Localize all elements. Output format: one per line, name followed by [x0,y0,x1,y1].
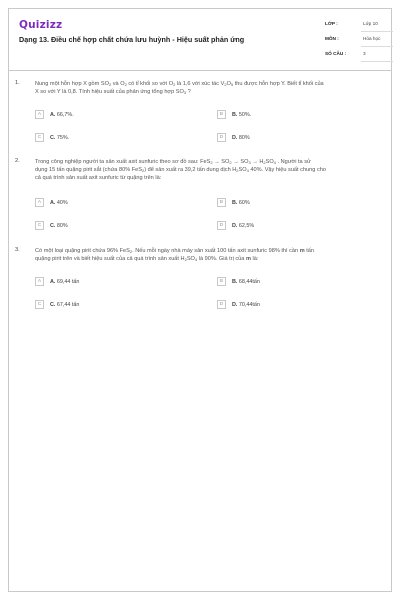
text-segment: Nung một hỗn hợp X gồm SO [35,81,109,87]
meta-row-class [325,17,393,32]
quizizz-logo: Quizizz [19,19,63,31]
question-text-line [35,174,387,182]
text-segment: và O [111,81,125,87]
text-segment: 40%. Vậy hiệu suất chung cho [248,167,326,174]
option-text: D. 62,5% [232,222,255,229]
question-number: 1. [15,80,20,86]
text-segment: thu được hỗn hợp Y. Biết tỉ khối của [233,81,324,87]
subscript: 2 [142,168,145,174]
page-title: Dạng 13. Điều chế hợp chất chứa lưu huỳnh - Hiệu suất phản ứng [19,35,245,44]
option-letter-box: C [35,300,44,309]
question-text [35,247,387,263]
text-segment: có tỉ khối so với O [126,81,174,87]
option-letter-box: A [35,110,44,119]
subscript: 2 [236,168,239,174]
option-text: C. 67,44 tấn [50,301,80,308]
meta-row-question-count [325,47,393,62]
question-text [35,158,387,183]
option-text: C. 80% [50,222,68,229]
text-segment: cả quá trình sản xuất axit sunfuric từ quặng trên là: [35,175,162,182]
text-segment: → SO [231,159,249,165]
text-segment: → H [250,159,264,165]
text-segment: . Nếu mỗi ngày nhà máy sản xuất 100 tấn axit sunfuric 98% thì cần [132,248,300,254]
text-segment: SO [265,159,274,165]
option-text: A. 69,44 tấn [50,278,80,285]
meta-label: LỚP : [325,21,338,26]
subscript: 3 [248,160,251,165]
option-letter-box: A [35,277,44,286]
meta-value: Hóa học [363,36,381,41]
subscript: 4 [273,160,276,165]
text-segment: quặng pirit trên và biết hiệu suất của cả quá trình sản xuất H [35,256,185,263]
option-letter-box: B [217,110,226,119]
question-text-line [35,80,387,88]
option-text: A. 66,7%. [50,111,74,118]
option-letter-box: C [35,221,44,230]
option-text: A. 40% [50,199,68,206]
meta-row-subject [325,32,393,47]
question-text-line [35,255,387,263]
option-letter-box: D [217,133,226,142]
question-text-line [35,88,387,96]
option-text: D. 80% [232,134,250,141]
text-segment: . Người ta sử [275,159,311,165]
question-text-line [35,166,387,174]
option-letter-box: A [35,198,44,207]
option-letter-box: D [217,300,226,309]
question-text [35,80,387,96]
text-segment: là 1,6 với xúc tác V [175,81,225,87]
text-segment: O [226,81,231,87]
option-letter-box: C [35,133,44,142]
worksheet-header [9,9,391,71]
option-letter-box: D [217,221,226,230]
subscript: 2 [263,160,266,165]
subscript: 2 [124,82,127,87]
option-letter-box: B [217,198,226,207]
subscript: 2 [108,82,112,87]
option-text: B. 50%. [232,111,252,118]
text-segment: X so với Y là 0,8. Tính hiệu suất của phản ứng tổng hợp SO [35,89,184,96]
text-segment: ? [186,89,191,96]
variable-m: m [245,256,251,263]
option-text: D. 70,44tấn [232,301,260,308]
subscript: 2 [129,249,133,254]
subscript: 2 [184,257,187,263]
text-segment: Trong công nghiệp người ta sản xuất axit sunfuric theo sơ đồ sau: FeS [35,159,211,165]
subscript: 2 [173,82,176,87]
meta-label: SỐ CÂU : [325,51,347,56]
question-text-line [35,247,387,255]
subscript: 4 [246,168,249,174]
text-segment: dụng 15 tấn quặng pirit sắt (chứa 80% FeS [35,167,142,174]
text-segment: là: [250,256,259,263]
text-segment: tấn [304,248,315,254]
subscript: 2 [229,160,232,165]
text-segment: SO [238,167,247,174]
subscript: 5 [230,82,234,87]
subscript: 2 [210,160,213,165]
subscript: 2 [224,82,227,87]
option-text: B. 68,44tấn [232,278,260,285]
meta-panel [325,17,393,62]
option-text: C. 75%. [50,134,70,141]
meta-value: Lớp 10 [363,21,378,26]
text-segment: ) để sản xuất ra 39,2 tấn dung dịch H [144,167,237,174]
text-segment: SO [186,256,195,263]
subscript: 4 [194,257,198,263]
meta-value: 3 [363,51,366,56]
variable-m: m [299,248,305,254]
question-number: 2. [15,158,20,164]
worksheet-page [8,8,392,592]
subscript: 3 [183,90,187,96]
meta-label: MÔN : [325,36,339,41]
text-segment: là 90%. Giá trị của [197,256,246,263]
option-letter-box: B [217,277,226,286]
option-text: B. 60% [232,199,250,206]
question-text-line [35,158,387,166]
meta-divider [361,61,393,62]
text-segment: Có một loại quặng pirit chứa 96% FeS [35,248,130,254]
text-segment: → SO [212,159,230,165]
question-number: 3. [15,247,20,253]
